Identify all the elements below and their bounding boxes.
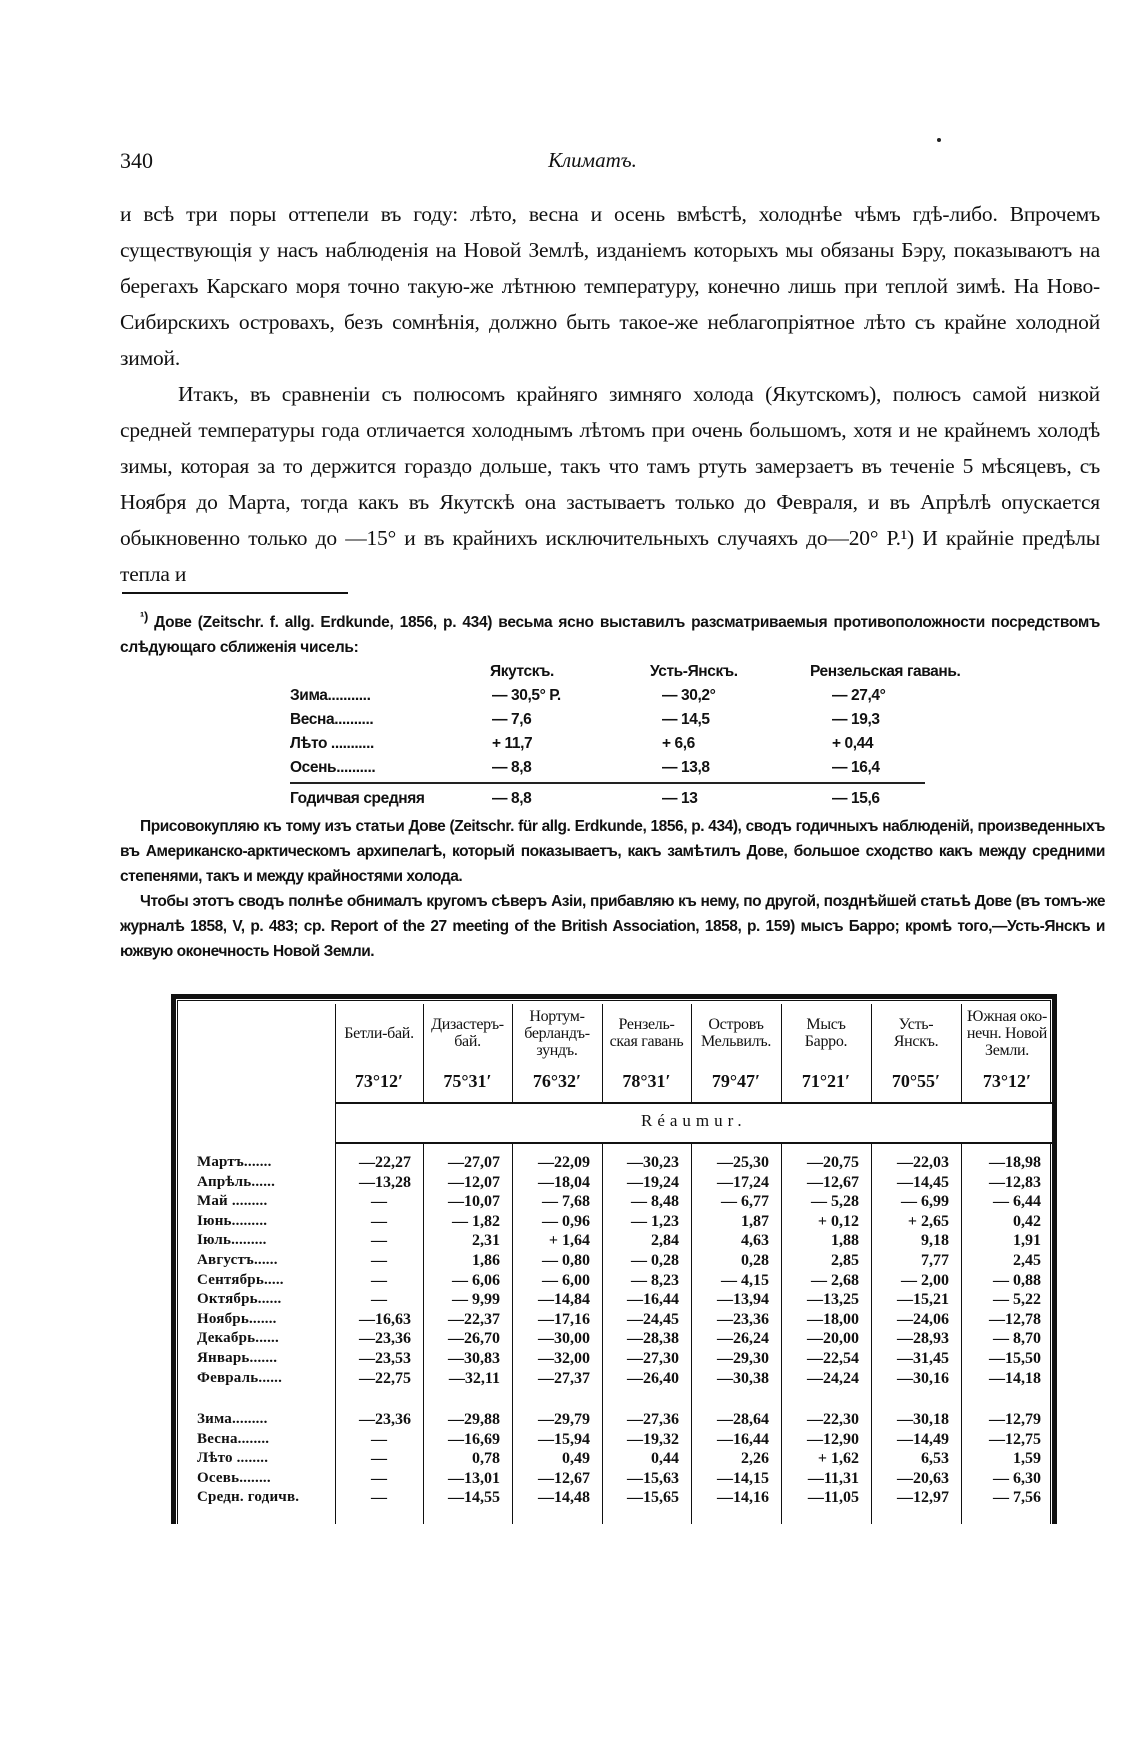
station-name-line: Дизастеръ- xyxy=(431,1016,504,1033)
month-row-value: —32,00 xyxy=(538,1350,590,1367)
month-row-value: —24,24 xyxy=(807,1369,859,1387)
month-row-value: — 0,28 xyxy=(631,1252,679,1269)
month-row-value: —25,30 xyxy=(717,1154,769,1171)
comparison-total-label: Годичвая средняя xyxy=(290,790,425,807)
station-name xyxy=(782,1005,870,1061)
month-row-label: Ноябрь....... xyxy=(197,1310,277,1327)
station-name-line: Мельвилъ. xyxy=(700,1033,772,1050)
month-row-value: 1,87 xyxy=(741,1212,769,1230)
unit-label: Réaumur. xyxy=(641,1111,747,1130)
month-row-value: —29,30 xyxy=(717,1350,769,1367)
season-row-label: Лѣто ........ xyxy=(197,1450,269,1467)
station-name-lines xyxy=(524,1008,590,1059)
notes xyxy=(120,814,1105,964)
season-row-value: —12,75 xyxy=(989,1430,1041,1448)
comparison-row-label: Лѣто ........... xyxy=(290,735,374,752)
season-row-value: —28,64 xyxy=(717,1411,769,1428)
season-row-value: —14,49 xyxy=(897,1430,949,1448)
month-row-label: Декабрь...... xyxy=(197,1330,279,1347)
season-row-value: —12,90 xyxy=(807,1430,859,1448)
month-row-value: — 0,96 xyxy=(542,1212,590,1230)
page-number: 340 xyxy=(120,148,153,173)
season-row-value: 0,78 xyxy=(472,1450,500,1468)
paragraph-2: Итакъ, въ сравненіи съ полюсомъ крайняго зимняго холода (Якутскомъ), полюсъ самой низкой средней температуры года отличается холоднымъ лѣтомъ при очень большомъ, хотя и не крайнемъ холодѣ зимы, которая за то держится гораздо дольше, такъ что тамъ ртуть замерзаетъ въ теченіе 5 мѣсяцевъ, съ Ноября до Марта, тогда какъ въ Якутскѣ она застываетъ только до Февраля, и въ Апрѣлѣ опускается обыкновенно только до —15° и въ крайнихъ исключительныхъ случаяхъ до—20° Р.¹) И крайніе предѣлы тепла и xyxy=(120,382,1100,586)
month-row-value: — xyxy=(371,1291,387,1309)
month-row-value: 2,84 xyxy=(651,1232,679,1250)
month-row-value: 0,42 xyxy=(1013,1212,1041,1230)
month-row-value: —14,18 xyxy=(989,1369,1041,1387)
season-row-value: + 1,62 xyxy=(817,1450,859,1468)
month-row-value: —22,27 xyxy=(359,1154,411,1171)
season-row-value: — xyxy=(371,1469,387,1487)
note-paragraph-2: Чтобы этотъ сводъ полнѣе обнималъ кругомъ сѣверъ Азіи, прибавляю къ нему, по другой, позднѣйшей статьѣ Дове (въ томъ-же журналѣ 1858, V, p. 483; cp. Report of the 27 meeting of the British Association, 1858, p. 159) мысъ Барро; кромѣ того,—Усть-Янскъ и южвую оконечность Новой Земли. xyxy=(120,893,1105,960)
month-row-value: —22,75 xyxy=(359,1369,411,1387)
month-row-label: Іюнь......... xyxy=(197,1212,268,1229)
season-row-value: —16,69 xyxy=(448,1430,500,1448)
station-name xyxy=(603,1005,690,1061)
season-row-value: —12,79 xyxy=(989,1411,1041,1428)
season-row-value: 6,53 xyxy=(921,1450,949,1468)
station-name-line: нечн. Новой xyxy=(966,1024,1048,1042)
station-latitude: 78°31′ xyxy=(622,1071,671,1091)
month-row-value: —22,09 xyxy=(538,1154,590,1171)
season-row-label: Весна........ xyxy=(197,1430,270,1447)
month-row-label: Октябрь...... xyxy=(197,1291,282,1308)
month-row-value: 7,77 xyxy=(921,1252,949,1269)
note-paragraph-1: Присовокупляю къ тому изъ статьи Дове (Zeitschr. für allg. Erdkunde, 1856, p. 434), сводъ годичныхъ наблюденій, произведенныхъ въ Американско-арктическомъ архипелагѣ, который показываетъ, какъ замѣтилъ Дове, большое сходство какъ между средними степенями, такъ и между крайностями холода. xyxy=(120,818,1105,885)
month-row-value: —19,24 xyxy=(627,1173,679,1191)
month-row-value: —30,23 xyxy=(627,1154,679,1171)
month-row-value: —27,30 xyxy=(627,1350,679,1367)
month-row-value: —20,75 xyxy=(807,1154,859,1171)
month-row-value: —17,24 xyxy=(717,1173,769,1191)
station-latitude: 71°21′ xyxy=(801,1071,851,1091)
month-row-value: —12,83 xyxy=(989,1173,1041,1191)
month-row-value: —32,11 xyxy=(448,1369,500,1387)
comparison-row xyxy=(290,684,1012,708)
station-name-line: Островъ xyxy=(708,1016,764,1033)
station-name-line: Бетли-бай. xyxy=(344,1024,414,1042)
station-name-line: Мысъ xyxy=(806,1016,846,1033)
month-row-value: — 9,99 xyxy=(452,1291,500,1309)
month-row-value: —26,24 xyxy=(717,1330,769,1348)
month-row-value: —12,67 xyxy=(807,1173,859,1191)
station-latitude: 70°55′ xyxy=(891,1071,941,1091)
month-row-value: — xyxy=(371,1271,387,1289)
month-row-value: 2,45 xyxy=(1013,1252,1041,1269)
station-name-line: Южная око- xyxy=(966,1007,1047,1025)
comparison-total-value: — 13 xyxy=(662,790,698,807)
month-row-value: —14,84 xyxy=(538,1291,590,1309)
station-name xyxy=(962,1005,1052,1061)
season-row-value: —14,15 xyxy=(717,1469,769,1487)
comparison-value: — 13,8 xyxy=(662,759,710,776)
month-row-value: —10,07 xyxy=(448,1193,500,1211)
comparison-row-label: Осень.......... xyxy=(290,759,376,776)
month-row-value: — 8,48 xyxy=(631,1193,679,1211)
month-row-value: —26,70 xyxy=(448,1330,500,1348)
footnote-text: Дове (Zeitschr. f. allg. Erdkunde, 1856, p. 434) весьма ясно выставилъ разсматриваемыя противоположности посредствомъ слѣдующаго сближенія чисель: xyxy=(120,614,1100,657)
month-row-value: —16,63 xyxy=(359,1310,411,1328)
season-row-value: 0,44 xyxy=(651,1450,679,1468)
month-row-label: Февраль...... xyxy=(197,1369,283,1386)
station-name-lines xyxy=(967,1008,1047,1059)
comparison-total-row xyxy=(290,787,1012,811)
month-row-value: — 8,70 xyxy=(993,1330,1041,1348)
station-name-lines xyxy=(701,1016,771,1050)
month-row-label: Іюль......... xyxy=(197,1232,267,1249)
comparison-col-header: Рензельская гавань. xyxy=(810,663,961,680)
season-row-value: —22,30 xyxy=(807,1411,859,1428)
month-row-value: 1,88 xyxy=(831,1232,859,1250)
comparison-value: — 30,2° xyxy=(662,687,716,704)
season-row-value: — 6,30 xyxy=(993,1469,1041,1487)
comparison-value: + 11,7 xyxy=(492,735,533,752)
month-row-value: —30,16 xyxy=(897,1369,949,1387)
month-row-value: —18,00 xyxy=(807,1310,859,1328)
month-row-value: + 0,12 xyxy=(817,1212,859,1230)
month-row-label: Май ......... xyxy=(197,1193,268,1210)
comparison-value: — 7,6 xyxy=(492,711,532,728)
station-name xyxy=(336,1005,422,1061)
month-row-value: — 6,99 xyxy=(901,1193,949,1211)
comparison-row xyxy=(290,708,1012,732)
month-row-value: — 1,82 xyxy=(452,1212,500,1230)
comparison-col-header: Якутскъ. xyxy=(490,663,554,680)
month-row-value: — 6,00 xyxy=(542,1271,590,1289)
season-row-value: —23,36 xyxy=(359,1411,411,1428)
season-row-value: — xyxy=(371,1430,387,1448)
month-row-value: —18,98 xyxy=(989,1154,1041,1171)
station-latitude: 73°12′ xyxy=(982,1071,1032,1091)
station-name-lines xyxy=(894,1016,939,1050)
season-row-value: — xyxy=(371,1489,387,1507)
season-row-label: Зима......... xyxy=(197,1411,268,1427)
station-name xyxy=(692,1005,780,1061)
month-row-value: — 5,28 xyxy=(811,1193,859,1211)
station-name-line: берландъ- xyxy=(524,1024,590,1042)
season-row-value: —30,18 xyxy=(897,1411,949,1428)
comparison-total-value: — 8,8 xyxy=(492,790,532,807)
comparison-total-rule xyxy=(290,782,925,784)
month-row-value: —30,83 xyxy=(448,1350,500,1367)
comparison-header-row xyxy=(290,660,1012,684)
month-row-value: — xyxy=(371,1232,387,1250)
month-row-value: — 7,68 xyxy=(542,1193,590,1211)
month-row-value: 2,31 xyxy=(472,1232,500,1250)
month-row-label: Январь....... xyxy=(197,1350,278,1366)
season-row-value: —29,79 xyxy=(538,1411,590,1428)
station-name-lines xyxy=(805,1016,848,1050)
comparison-row xyxy=(290,756,1012,780)
month-row-value: 0,28 xyxy=(741,1252,769,1269)
station-name-line: ская гавань xyxy=(609,1033,684,1050)
comparison-value: — 27,4° xyxy=(832,687,886,704)
month-row-value: — 0,80 xyxy=(542,1252,590,1269)
month-row-value: —12,07 xyxy=(448,1173,500,1191)
month-row-value: 1,86 xyxy=(472,1252,500,1269)
comparison-value: + 0,44 xyxy=(832,735,874,752)
month-row-value: —31,45 xyxy=(897,1350,949,1367)
month-row-label: Апрѣль...... xyxy=(197,1173,276,1190)
month-row-value: —26,40 xyxy=(627,1369,679,1387)
comparison-total-value: — 15,6 xyxy=(832,790,880,807)
month-row-label: Сентябрь..... xyxy=(197,1271,284,1288)
season-row-value: —29,88 xyxy=(448,1411,500,1428)
station-latitude: 79°47′ xyxy=(711,1071,761,1091)
paragraph-1: и всѣ три поры оттепели въ году: лѣто, весна и осень вмѣстѣ, холоднѣе чѣмъ гдѣ-либо. Впрочемъ существующія у насъ наблюденія на Новой Землѣ, изданіемъ которыхъ мы обязаны Бэру, показываютъ на берегахъ Карскаго моря точно такую-же лѣтнюю температуру, конечно лишь при теплой зимѣ. На Ново-Сибирскихъ островахъ, безъ сомнѣнія, должно быть такое-же неблагопріятное лѣто съ крайне холодной зимой. xyxy=(120,202,1100,370)
month-row-value: 1,91 xyxy=(1013,1232,1041,1250)
season-row-value: —12,97 xyxy=(897,1489,949,1507)
month-row-value: + 2,65 xyxy=(907,1212,949,1230)
season-row-value: —13,01 xyxy=(448,1469,500,1487)
month-row-value: —16,44 xyxy=(627,1291,679,1309)
station-name-lines xyxy=(344,1025,414,1042)
month-row-value: — 6,06 xyxy=(452,1271,500,1289)
comparison-value: + 6,6 xyxy=(662,735,695,752)
station-latitude: 75°31′ xyxy=(443,1071,492,1091)
month-row-value: —22,37 xyxy=(448,1310,500,1328)
footnote xyxy=(120,604,1100,660)
month-row-value: — 2,68 xyxy=(811,1271,859,1289)
month-row-value: —13,25 xyxy=(807,1291,859,1309)
comparison-row-label: Весна.......... xyxy=(290,711,374,728)
month-row-value: —17,16 xyxy=(538,1310,590,1328)
print-speck xyxy=(937,138,941,142)
season-row-value: — 7,56 xyxy=(993,1489,1041,1507)
temperature-table xyxy=(171,994,1057,1524)
comparison-row xyxy=(290,732,1012,756)
station-name-line: Земли. xyxy=(984,1041,1029,1059)
season-row-value: —14,16 xyxy=(717,1489,769,1507)
station-name-line: Янскъ. xyxy=(893,1033,939,1050)
comparison-value: — 30,5° Р. xyxy=(492,687,561,704)
season-row-value: —27,36 xyxy=(627,1411,679,1428)
running-title: Климатъ. xyxy=(548,148,637,172)
month-row-value: — 0,88 xyxy=(993,1271,1041,1289)
season-row-value: —14,48 xyxy=(538,1489,590,1507)
footnote-rule xyxy=(122,592,348,594)
station-name-line: бай. xyxy=(454,1033,481,1050)
month-row-value: —18,04 xyxy=(538,1173,590,1191)
season-row-value: —15,65 xyxy=(627,1489,679,1507)
month-row-value: — xyxy=(371,1252,387,1269)
month-row-value: — 5,22 xyxy=(993,1291,1041,1309)
month-row-value: —30,38 xyxy=(717,1369,769,1387)
station-name-lines xyxy=(610,1016,684,1050)
station-name xyxy=(513,1005,601,1061)
footnote-marker: ¹) xyxy=(140,609,148,624)
season-row-value: 2,26 xyxy=(741,1450,769,1468)
season-row-value: —20,63 xyxy=(897,1469,949,1487)
month-row-value: —24,06 xyxy=(897,1310,949,1328)
month-row-value: —23,36 xyxy=(359,1330,411,1348)
month-row-value: + 1,64 xyxy=(548,1232,590,1250)
month-row-value: —23,36 xyxy=(717,1310,769,1328)
season-row-value: — xyxy=(371,1450,387,1468)
temperature-table-inner-frame xyxy=(177,1000,1051,1524)
season-row-value: —16,44 xyxy=(717,1430,769,1448)
month-row-value: 2,85 xyxy=(831,1252,859,1269)
month-row-value: —13,28 xyxy=(359,1173,411,1191)
month-row-value: — 6,77 xyxy=(721,1193,769,1211)
month-row-value: —24,45 xyxy=(627,1310,679,1328)
month-row-value: —28,38 xyxy=(627,1330,679,1348)
season-row-label: Осевь........ xyxy=(197,1469,271,1486)
month-row-value: — 2,00 xyxy=(901,1271,949,1289)
body-text xyxy=(120,196,1100,592)
station-name-line: Рензель- xyxy=(618,1016,675,1033)
month-row-value: — 4,15 xyxy=(721,1271,769,1289)
station-name xyxy=(872,1005,960,1061)
month-row-value: —12,78 xyxy=(989,1310,1041,1328)
unit-rule xyxy=(335,1142,1053,1144)
month-row-value: — 8,23 xyxy=(631,1271,679,1289)
season-row-value: —11,31 xyxy=(807,1469,859,1487)
running-title-wrap xyxy=(0,148,1140,173)
month-row-value: —22,03 xyxy=(897,1154,949,1171)
month-row-value: — xyxy=(371,1193,387,1211)
comparison-header-blank xyxy=(290,660,490,684)
season-row-value: —15,63 xyxy=(627,1469,679,1487)
month-row-value: —14,45 xyxy=(897,1173,949,1191)
month-row-label: Августъ...... xyxy=(197,1252,278,1268)
month-row-value: —27,37 xyxy=(538,1369,590,1387)
comparison-col-header: Усть-Янскъ. xyxy=(650,663,738,680)
month-row-value: —13,94 xyxy=(717,1291,769,1309)
season-row-value: —11,05 xyxy=(807,1489,859,1507)
station-name-line: Барро. xyxy=(804,1033,848,1050)
station-name xyxy=(424,1005,511,1061)
season-row-value: —19,32 xyxy=(627,1430,679,1448)
month-row-value: —22,54 xyxy=(807,1350,859,1367)
month-row-value: —15,21 xyxy=(897,1291,949,1309)
month-row-value: — 6,44 xyxy=(993,1193,1041,1211)
station-latitude: 73°12′ xyxy=(354,1071,404,1091)
comparison-value: — 8,8 xyxy=(492,759,532,776)
comparison-row-label: Зима........... xyxy=(290,687,371,704)
month-row-value: — 1,23 xyxy=(631,1212,679,1230)
station-name-line: Усть- xyxy=(898,1016,934,1033)
season-row-label: Средн. годичв. xyxy=(197,1489,300,1506)
month-row-value: —28,93 xyxy=(897,1330,949,1348)
comparison-value: — 19,3 xyxy=(832,711,880,728)
comparison-value: — 14,5 xyxy=(662,711,710,728)
station-latitude: 76°32′ xyxy=(532,1071,582,1091)
station-name-lines xyxy=(431,1016,504,1050)
month-row-value: —15,50 xyxy=(989,1350,1041,1367)
station-name-line: зундъ. xyxy=(536,1041,578,1059)
season-row-value: —12,67 xyxy=(538,1469,590,1487)
month-row-label: Мартъ....... xyxy=(197,1154,272,1170)
month-row-value: —20,00 xyxy=(807,1330,859,1348)
season-row-value: —15,94 xyxy=(538,1430,590,1448)
month-row-value: 4,63 xyxy=(741,1232,769,1250)
comparison-table xyxy=(290,660,1012,811)
month-row-value: — xyxy=(371,1212,387,1230)
season-row-value: —14,55 xyxy=(448,1489,500,1507)
season-row-value: 1,59 xyxy=(1013,1450,1041,1468)
month-row-value: —23,53 xyxy=(359,1350,411,1367)
month-row-value: —27,07 xyxy=(448,1154,500,1171)
month-row-value: —30,00 xyxy=(538,1330,590,1348)
season-row-value: 0,49 xyxy=(562,1450,590,1468)
comparison-value: — 16,4 xyxy=(832,759,880,776)
month-row-value: 9,18 xyxy=(921,1232,949,1250)
station-name-line: Нортум- xyxy=(529,1007,585,1025)
